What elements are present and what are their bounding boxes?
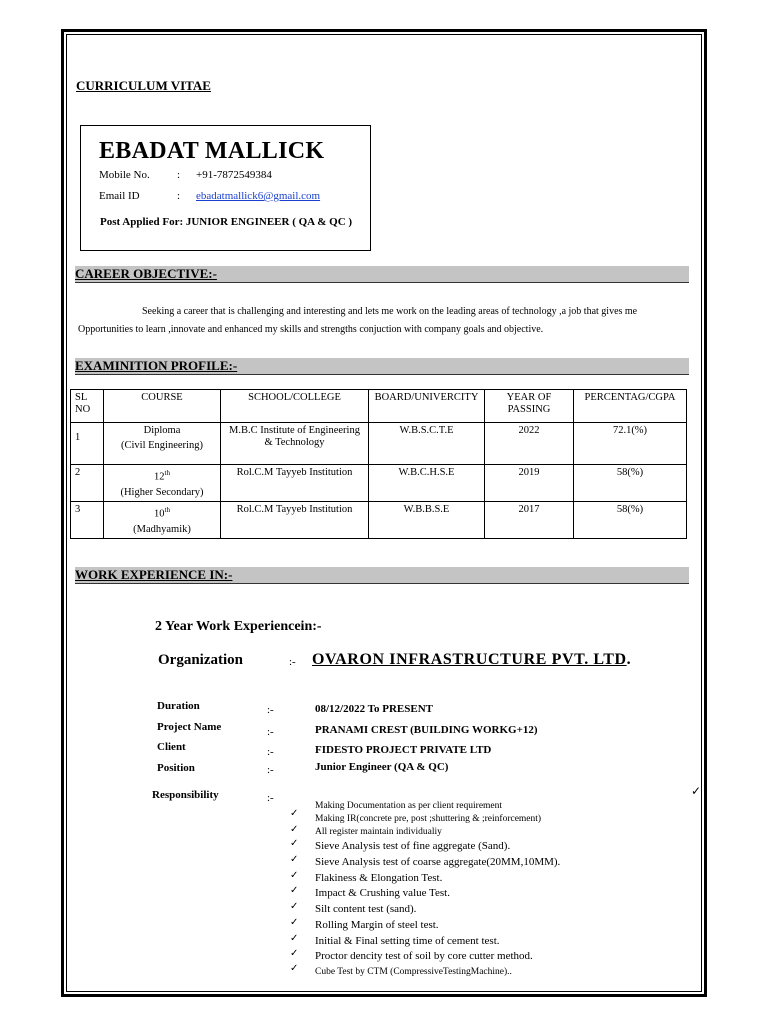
table-cell: 3 <box>71 502 104 539</box>
check-mark-icon: ✓ <box>290 901 299 912</box>
table-row <box>71 423 687 465</box>
responsibility-sep: :- <box>267 792 274 804</box>
duration-label: Duration <box>157 700 200 712</box>
responsibility-item: Flakiness & Elongation Test. <box>315 872 443 884</box>
table-cell: 58(%) <box>574 465 687 502</box>
responsibility-item: Rolling Margin of steel test. <box>315 919 439 931</box>
table-cell: 58(%) <box>574 502 687 539</box>
table-cell: 1 <box>71 423 104 465</box>
duration-value: 08/12/2022 To PRESENT <box>315 703 433 715</box>
position-label: Position <box>157 762 195 774</box>
check-mark-icon: ✓ <box>290 838 299 849</box>
table-cell: Rol.C.M Tayyeb Institution <box>221 502 369 539</box>
mobile-label: Mobile No. <box>99 169 150 181</box>
check-mark-icon: ✓ <box>290 948 299 959</box>
table-cell: 10th (Madhyamik) <box>104 502 221 539</box>
post-applied: Post Applied For: JUNIOR ENGINEER ( QA & QC ) <box>100 216 353 228</box>
table-cell: 2022 <box>485 423 574 465</box>
project-name-value: PRANAMI CREST (BUILDING WORKG+12) <box>315 724 538 736</box>
check-mark-icon: ✓ <box>290 824 299 835</box>
header-cell: COURSE <box>104 390 221 423</box>
check-mark-icon: ✓ <box>290 917 299 928</box>
table-cell: 2 <box>71 465 104 502</box>
table-cell: 12th (Higher Secondary) <box>104 465 221 502</box>
work-experience-bar <box>75 567 689 584</box>
organization-label: Organization <box>158 652 243 668</box>
table-cell: W.B.B.S.E <box>369 502 485 539</box>
header-cell: BOARD/UNIVERCITY <box>369 390 485 423</box>
objective-line-1: Seeking a career that is challenging and interesting and lets me work on the leading areas of technology ,a job that gives me <box>142 306 638 317</box>
position-sep: :- <box>267 764 274 776</box>
responsibility-item: Sieve Analysis test of coarse aggregate(20MM,10MM). <box>315 856 561 868</box>
email-sep: : <box>177 190 181 202</box>
check-mark-icon: ✓ <box>290 963 299 974</box>
objective-line-2: Opportunities to learn ,innovate and enhanced my skills and strengths conjuction with company goals and objective. <box>78 324 544 335</box>
client-label: Client <box>157 741 186 753</box>
table-cell: W.B.C.H.S.E <box>369 465 485 502</box>
check-mark-icon: ✓ <box>290 933 299 944</box>
responsibility-item: Silt content test (sand). <box>315 903 417 915</box>
table-cell: Rol.C.M Tayyeb Institution <box>221 465 369 502</box>
responsibility-item: Sieve Analysis test of fine aggregate (Sand). <box>315 840 511 852</box>
career-objective-heading: CAREER OBJECTIVE:- <box>75 266 217 281</box>
responsibility-item: Impact & Crushing value Test. <box>315 887 450 899</box>
table-row <box>71 502 687 539</box>
header-cell: PERCENTAG/CGPA <box>574 390 687 423</box>
responsibility-item: All register maintain individualiy <box>315 827 442 837</box>
candidate-name: EBADAT MALLICK <box>99 138 325 164</box>
experience-summary: 2 Year Work Experiencein:- <box>155 619 322 634</box>
responsibility-label: Responsibility <box>152 789 219 801</box>
career-objective-bar <box>75 266 689 283</box>
table-cell: Diploma (Civil Engineering) <box>104 423 221 465</box>
responsibility-item: Cube Test by CTM (CompressiveTestingMachine).. <box>315 967 512 977</box>
mobile-value: +91-7872549384 <box>196 169 272 181</box>
header-cell: YEAR OF PASSING <box>485 390 574 423</box>
responsibility-item: Proctor dencity test of soil by core cutter method. <box>315 950 533 962</box>
check-mark-icon: ✓ <box>290 885 299 896</box>
position-value: Junior Engineer (QA & QC) <box>315 761 449 773</box>
table-row <box>71 465 687 502</box>
table-cell: W.B.S.C.T.E <box>369 423 485 465</box>
header-cell: SCHOOL/COLLEGE <box>221 390 369 423</box>
table-cell: 2017 <box>485 502 574 539</box>
client-sep: :- <box>267 746 274 758</box>
cv-title: CURRICULUM VITAE <box>76 78 211 93</box>
table-header-row <box>71 390 687 423</box>
responsibility-item: Making Documentation as per client requirement <box>315 801 503 811</box>
table-cell: 2019 <box>485 465 574 502</box>
exam-table <box>70 389 687 539</box>
responsibility-item: Making IR(concrete pre, post ;shuttering & ;reinforcement) <box>315 814 542 824</box>
table-cell: 72.1(%) <box>574 423 687 465</box>
work-experience-heading: WORK EXPERIENCE IN:- <box>75 567 233 582</box>
duration-sep: :- <box>267 704 274 716</box>
exam-profile-heading: EXAMINITION PROFILE:- <box>75 358 238 373</box>
table-cell: M.B.C Institute of Engineering & Technology <box>221 423 369 465</box>
check-mark-icon: ✓ <box>290 854 299 865</box>
mobile-sep: : <box>177 169 181 181</box>
organization-sep: :- <box>289 656 296 668</box>
check-mark-icon: ✓ <box>290 870 299 881</box>
exam-profile-bar <box>75 358 689 375</box>
client-value: FIDESTO PROJECT PRIVATE LTD <box>315 744 492 756</box>
header-cell: SL NO <box>71 390 104 423</box>
organization-name: OVARON INFRASTRUCTURE PVT. LTD. <box>312 651 632 668</box>
check-mark-icon: ✓ <box>691 784 702 798</box>
email-label: Email ID <box>99 190 140 202</box>
email-link[interactable]: ebadatmallick6@gmail.com <box>196 190 321 202</box>
check-mark-icon: ✓ <box>290 808 299 819</box>
project-name-sep: :- <box>267 726 274 738</box>
project-name-label: Project Name <box>157 721 222 733</box>
responsibility-item: Initial & Final setting time of cement test. <box>315 935 500 947</box>
